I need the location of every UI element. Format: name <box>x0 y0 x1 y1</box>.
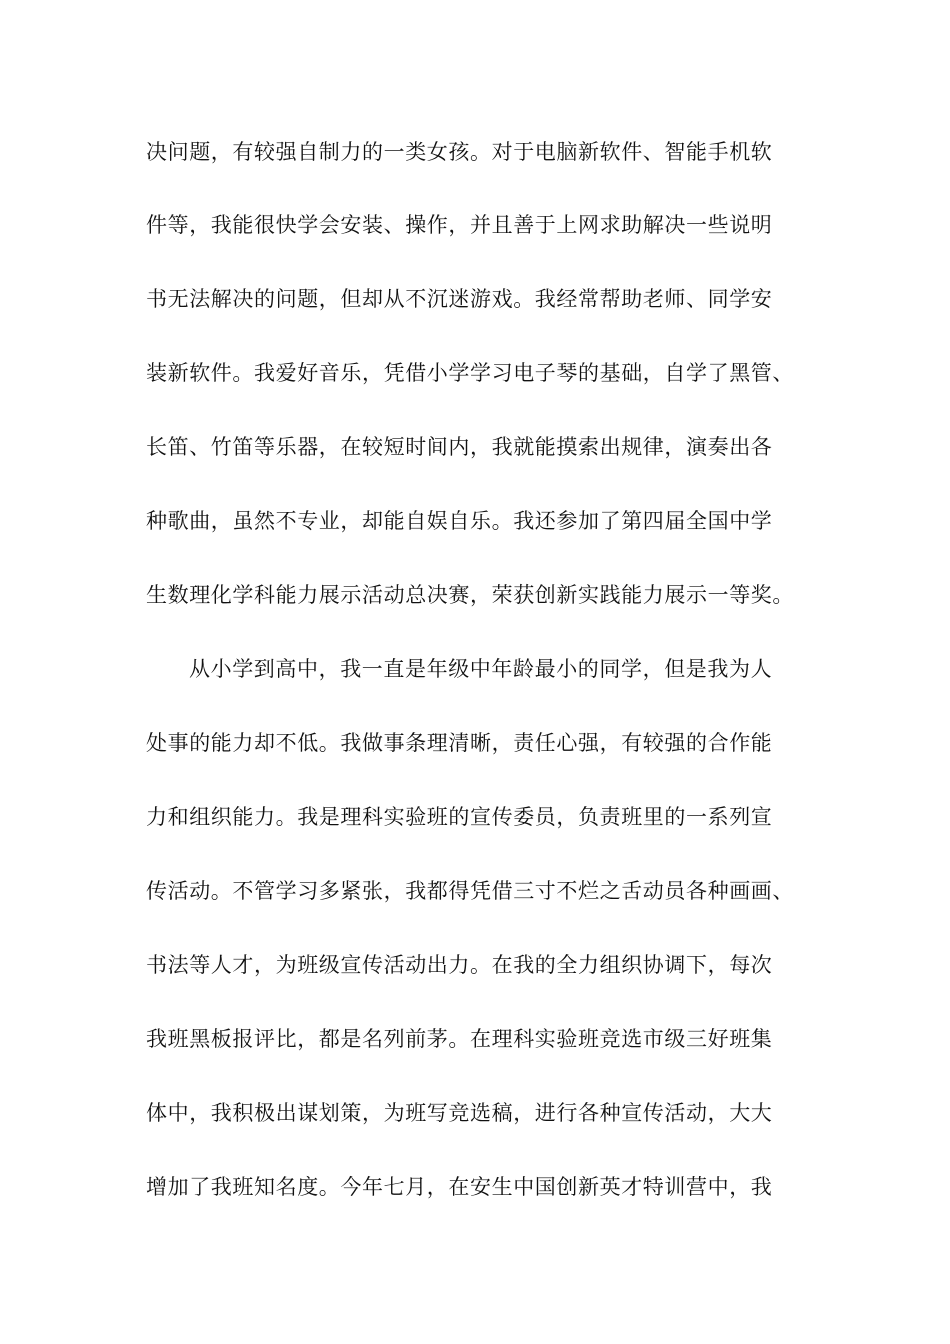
text-line: 体中，我积极出谋划策，为班写竞选稿，进行各种宣传活动，大大 <box>146 1101 773 1125</box>
text-line: 力和组织能力。我是理科实验班的宣传委员，负责班里的一系列宣 <box>146 805 773 829</box>
text-line: 种歌曲，虽然不专业，却能自娱自乐。我还参加了第四届全国中学 <box>146 509 773 533</box>
text-line: 书无法解决的问题，但却从不沉迷游戏。我经常帮助老师、同学安 <box>146 287 773 311</box>
text-line: 件等，我能很快学会安装、操作，并且善于上网求助解决一些说明 <box>146 213 773 237</box>
text-line: 装新软件。我爱好音乐，凭借小学学习电子琴的基础，自学了黑管、 <box>146 361 794 385</box>
text-line: 增加了我班知名度。今年七月，在安生中国创新英才特训营中，我 <box>146 1175 773 1199</box>
paragraph-first-line: 从小学到高中，我一直是年级中年龄最小的同学，但是我为人 <box>189 657 773 681</box>
text-line: 我班黑板报评比，都是名列前茅。在理科实验班竞选市级三好班集 <box>146 1027 773 1051</box>
text-line: 书法等人才，为班级宣传活动出力。在我的全力组织协调下，每次 <box>146 953 773 977</box>
text-line: 决问题，有较强自制力的一类女孩。对于电脑新软件、智能手机软 <box>146 140 773 164</box>
text-line: 处事的能力却不低。我做事条理清晰，责任心强，有较强的合作能 <box>146 731 773 755</box>
text-line: 长笛、竹笛等乐器，在较短时间内，我就能摸索出规律，演奏出各 <box>146 435 773 459</box>
text-line: 生数理化学科能力展示活动总决赛，荣获创新实践能力展示一等奖。 <box>146 583 794 607</box>
text-line: 传活动。不管学习多紧张，我都得凭借三寸不烂之舌动员各种画画、 <box>146 879 794 903</box>
